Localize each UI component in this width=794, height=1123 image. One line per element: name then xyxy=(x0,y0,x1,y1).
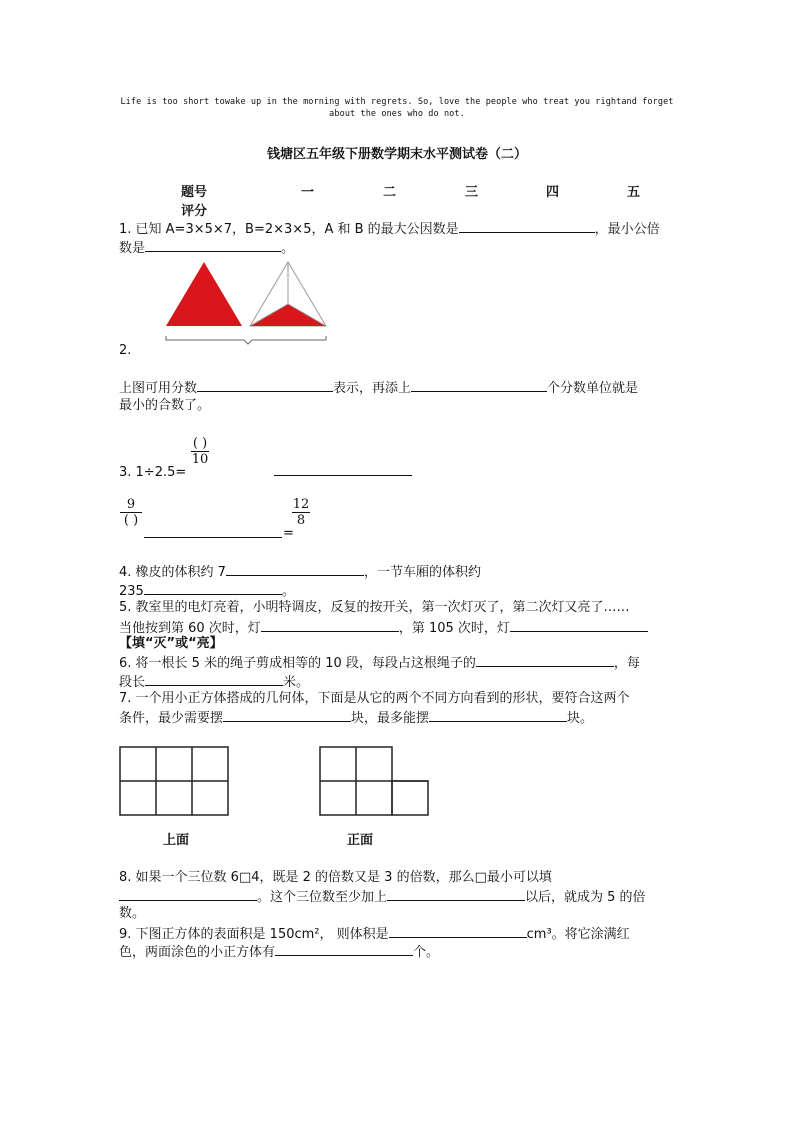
answer-blank[interactable] xyxy=(510,617,648,632)
answer-blank[interactable] xyxy=(145,237,281,252)
answer-blank[interactable] xyxy=(144,523,282,538)
score-col-3: 三 xyxy=(465,185,479,200)
question-2: 上图可用分数 表示，再添上 个分数单位就是 xyxy=(119,377,638,398)
question-7-cont: 条件，最少需要摆 块，最多能摆 块。 xyxy=(119,707,593,728)
question-5: 5. 教室里的电灯亮着，小明特调皮，反复的按开关，第一次灯灭了，第二次灯又亮了…… xyxy=(119,600,630,615)
question-2-num: 2. xyxy=(119,343,132,358)
answer-blank[interactable] xyxy=(144,580,282,595)
front-view-grid xyxy=(319,746,431,818)
fraction-3: 12 8 xyxy=(292,497,310,528)
question-6: 6. 将一根长 5 米的绳子剪成相等的 10 段，每段占这根绳子的 ，每 xyxy=(119,652,640,673)
answer-blank[interactable] xyxy=(197,377,333,392)
motto xyxy=(120,96,674,120)
question-8-cont: 。这个三位数至少加上 以后，就成为 5 的倍 xyxy=(119,886,646,907)
answer-blank[interactable] xyxy=(476,652,614,667)
question-4: 4. 橡皮的体积约 7 ，一节车厢的体积约 xyxy=(119,561,481,582)
score-col-1: 一 xyxy=(301,185,315,200)
top-view-grid xyxy=(119,746,231,818)
answer-blank[interactable] xyxy=(459,218,595,233)
score-col-4: 四 xyxy=(546,185,560,200)
red-triangle xyxy=(166,262,242,326)
question-1-cont: 数是 。 xyxy=(119,237,294,258)
front-view-label: 正面 xyxy=(347,833,374,848)
question-9: 9. 下图正方体的表面积是 150cm²， 则体积是 cm³。将它涂满红 xyxy=(119,923,630,944)
score-col-2: 二 xyxy=(383,185,397,200)
answer-blank[interactable] xyxy=(387,886,525,901)
question-3: 3. 1÷2.5= xyxy=(119,461,412,482)
question-8-end: 数。 xyxy=(119,906,146,921)
question-7: 7. 一个用小正方体搭成的几何体，下面是从它的两个不同方向看到的形状，要符合这两个 xyxy=(119,691,630,706)
answer-blank[interactable] xyxy=(411,377,547,392)
answer-blank[interactable] xyxy=(429,707,567,722)
top-view-label: 上面 xyxy=(163,833,190,848)
question-1: 1. 已知 A=3×5×7，B=2×3×5，A 和 B 的最大公因数是 ，最小公倍 xyxy=(119,218,660,239)
score-col-5: 五 xyxy=(627,185,641,200)
question-4-cont: 235 。 xyxy=(119,580,295,601)
question-8: 8. 如果一个三位数 6□4，既是 2 的倍数又是 3 的倍数，那么□最小可以填 xyxy=(119,870,552,885)
answer-blank[interactable] xyxy=(261,617,399,632)
motto-line-1: Life is too short towake up in the morning with regrets. So, love the people who treat you rightand forget xyxy=(120,97,674,107)
answer-blank[interactable] xyxy=(119,886,257,901)
score-row-label: 题号 xyxy=(181,185,208,200)
fraction-1: ( ) 10 xyxy=(191,436,209,467)
triangle-figure xyxy=(160,258,336,348)
question-6-cont: 段长 米。 xyxy=(119,671,309,692)
score-row2-label: 评分 xyxy=(181,204,208,219)
answer-blank[interactable] xyxy=(389,923,527,938)
answer-blank[interactable] xyxy=(275,941,413,956)
brace xyxy=(166,336,326,344)
answer-blank[interactable] xyxy=(145,671,283,686)
answer-blank[interactable] xyxy=(274,461,412,476)
motto-line-2: about the ones who do not. xyxy=(329,109,465,119)
page-title: 钱塘区五年级下册数学期末水平测试卷（二） xyxy=(266,147,527,162)
question-2-cont: 最小的合数了。 xyxy=(119,398,211,413)
question-9-cont: 色，两面涂色的小正方体有 个。 xyxy=(119,941,439,962)
question-5-cont: 当他按到第 60 次时，灯 ，第 105 次时，灯 xyxy=(119,617,648,638)
answer-blank[interactable] xyxy=(223,707,351,722)
question-5-hint: 【填“灭”或“亮】 xyxy=(119,636,223,651)
equals-sign: = xyxy=(283,526,294,541)
answer-blank[interactable] xyxy=(226,561,364,576)
fraction-2: 9 ( ) xyxy=(120,497,142,528)
